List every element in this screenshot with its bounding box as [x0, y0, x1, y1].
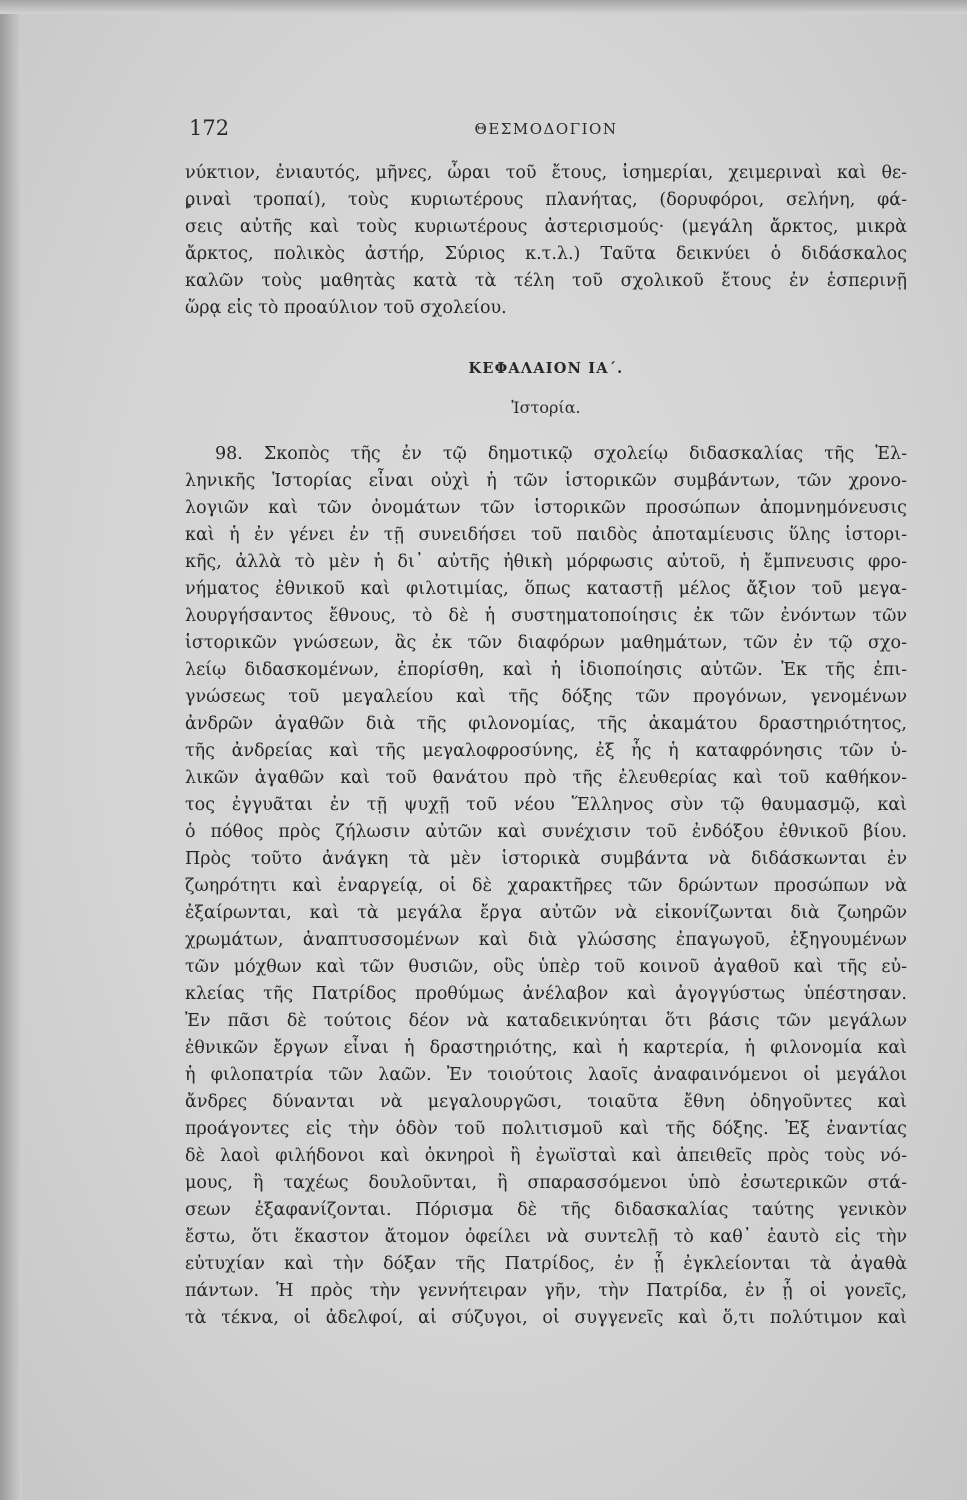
text-line: μους, ἢ ταχέως δουλοῦνται, ἢ σπαρασσόμενοι ὑπὸ ἐσωτερικῶν στά- [185, 1173, 907, 1193]
text-line: κλείας τῆς Πατρίδος προθύμως ἀνέλαβον καὶ ἀγογγύστως ὑπέστησαν. [185, 984, 907, 1004]
text-line: 98. Σκοπὸς τῆς ἐν τῷ δημοτικῷ σχολείῳ διδασκαλίας τῆς Ἑλ- [215, 444, 907, 464]
text-line: τῶν μόχθων καὶ τῶν θυσιῶν, οὓς ὑπὲρ τοῦ κοινοῦ ἀγαθοῦ καὶ τῆς εὐ- [185, 957, 907, 977]
text-line: Ἐν πᾶσι δὲ τούτοις δέον νὰ καταδεικνύηται ὅτι βάσις τῶν μεγάλων [185, 1011, 907, 1031]
running-title: ΘΕΣΜΟΔΟΓΙΟΝ [474, 120, 618, 138]
text-line: ὁ πόθος πρὸς ζήλωσιν αὐτῶν καὶ συνέχισιν τοῦ ἐνδόξου ἐθνικοῦ βίου. [185, 822, 907, 842]
text-line: ἄνδρες δύνανται νὰ μεγαλουργῶσι, τοιαῦτα ἔθνη ὁδηγοῦντες καὶ [185, 1092, 907, 1112]
text-line: γνώσεως τοῦ μεγαλείου καὶ τῆς δόξης τῶν προγόνων, γενομένων [185, 687, 907, 707]
text-line: ζωηρότητι καὶ ἐναργείᾳ, οἱ δὲ χαρακτῆρες τῶν δρώντων προσώπων νὰ [185, 876, 907, 896]
text-line: προάγοντες εἰς τὴν ὁδὸν τοῦ πολιτισμοῦ καὶ τῆς δόξης. Ἐξ ἐναντίας [185, 1119, 907, 1139]
section-98-paragraph [185, 441, 907, 1332]
text-line: εὐτυχίαν καὶ τὴν δόξαν τῆς Πατρίδος, ἐν ᾗ ἐγκλείονται τὰ ἀγαθὰ [185, 1254, 907, 1274]
text-line: τος ἐγγυᾶται ἐν τῇ ψυχῇ τοῦ νέου Ἕλληνος σὺν τῷ θαυμασμῷ, καὶ [185, 795, 907, 815]
text-line: τὰ τέκνα, οἱ ἀδελφοί, αἱ σύζυγοι, οἱ συγγενεῖς καὶ ὅ,τι πολύτιμον καὶ [185, 1308, 907, 1328]
text-line: σεις αὐτῆς καὶ τοὺς κυριωτέρους ἀστερισμούς· (μεγάλη ἄρκτος, μικρὰ [185, 217, 907, 237]
text-line: λείῳ διδασκομένων, ἐπορίσθη, καὶ ἡ ἰδιοποίησις αὐτῶν. Ἐκ τῆς ἐπι- [185, 660, 907, 680]
text-line: ὥρᾳ εἰς τὸ προαύλιον τοῦ σχολείου. [185, 298, 507, 318]
text-line: καὶ ἡ ἐν γένει ἐν τῇ συνειδήσει τοῦ παιδὸς ἀποταμίευσις ὕλης ἱστορι- [185, 525, 907, 545]
text-line: ἐθνικῶν ἔργων εἶναι ἡ δραστηριότης, καὶ ἡ καρτερία, ἡ φιλονομία καὶ [185, 1038, 907, 1058]
text-line: ἔστω, ὅτι ἕκαστον ἄτομον ὀφείλει νὰ συντελῇ τὸ καθ᾽ ἑαυτὸ εἰς τὴν [185, 1227, 907, 1247]
text-line: νύκτιον, ἐνιαυτός, μῆνες, ὧραι τοῦ ἔτους, ἰσημερίαι, χειμεριναὶ καὶ θε- [185, 163, 907, 183]
text-line: τῆς ἀνδρείας καὶ τῆς μεγαλοφροσύνης, ἐξ ἧς ἡ καταφρόνησις τῶν ὑ- [185, 741, 907, 761]
text-line: δὲ λαοὶ φιλήδονοι καὶ ὀκνηροὶ ἢ ἐγωϊσταὶ καὶ ἀπειθεῖς πρὸς τοὺς νό- [185, 1146, 907, 1166]
text-line: ἡ φιλοπατρία τῶν λαῶν. Ἐν τοιούτοις λαοῖς ἀναφαινόμενοι οἱ μεγάλοι [185, 1065, 907, 1085]
text-line: ληνικῆς Ἱστορίας εἶναι οὐχὶ ἡ τῶν ἱστορικῶν συμβάντων, τῶν χρονο- [185, 471, 907, 491]
running-header [185, 116, 907, 146]
text-line: χρωμάτων, ἀναπτυσσομένων καὶ διὰ γλώσσης ἐπαγωγοῦ, ἐξηγουμένων [185, 930, 907, 950]
text-line: καλῶν τοὺς μαθητὰς κατὰ τὰ τέλη τοῦ σχολικοῦ ἔτους ἐν ἑσπερινῇ [185, 271, 907, 291]
text-line: κῆς, ἀλλὰ τὸ μὲν ἡ δι᾽ αὐτῆς ἠθικὴ μόρφωσις αὐτοῦ, ἡ ἔμπνευσις φρο- [185, 552, 907, 572]
text-line: Πρὸς τοῦτο ἀνάγκη τὰ μὲν ἱστορικὰ συμβάντα νὰ διδάσκωνται ἐν [185, 849, 907, 869]
intro-paragraph [185, 160, 907, 322]
text-line: ἱστορικῶν γνώσεων, ἃς ἐκ τῶν διαφόρων μαθημάτων, τῶν ἐν τῷ σχο- [185, 633, 907, 653]
text-line: ἄρκτος, πολικὸς ἀστήρ, Σύριος κ.τ.λ.) Ταῦτα δεικνύει ὁ διδάσκαλος [185, 244, 907, 264]
page-shadow-left [0, 0, 22, 1500]
text-line: ἐξαίρωνται, καὶ τὰ μεγάλα ἔργα αὐτῶν νὰ εἰκονίζωνται διὰ ζωηρῶν [185, 903, 907, 923]
text-line: λουργήσαντος ἔθνους, τὸ δὲ ἡ συστηματοποίησις ἐκ τῶν ἐνόντων τῶν [185, 606, 907, 626]
text-line: λογιῶν καὶ τῶν ὀνομάτων τῶν ἱστορικῶν προσώπων ἀπομνημόνευσις [185, 498, 907, 518]
text-line: νήματος ἐθνικοῦ καὶ φιλοτιμίας, ὅπως καταστῇ μέλος ἄξιον τοῦ μεγα- [185, 579, 907, 599]
text-line: πάντων. Ἡ πρὸς τὴν γεννήτειραν γῆν, τὴν Πατρίδα, ἐν ᾗ οἱ γονεῖς, [185, 1281, 907, 1301]
page-shadow-top [0, 0, 967, 14]
text-line: ἀνδρῶν ἀγαθῶν διὰ τῆς φιλονομίας, τῆς ἀκαμάτου δραστηριότητος, [185, 714, 907, 734]
text-line: ριναὶ τροπαί), τοὺς κυριωτέρους πλανήτας, (δορυφόροι, σελήνη, φά- [185, 190, 907, 210]
chapter-subtitle: Ἱστορία. [511, 398, 581, 417]
page-number: 172 [189, 116, 230, 140]
text-line: σεων ἐξαφανίζονται. Πόρισμα δὲ τῆς διδασκαλίας ταύτης γενικὸν [185, 1200, 907, 1220]
chapter-heading: ΚΕΦΑΛΑΙΟΝ ΙΑ΄. [468, 360, 624, 377]
text-line: λικῶν ἀγαθῶν καὶ τοῦ θανάτου πρὸ τῆς ἐλευθερίας καὶ τοῦ καθήκον- [185, 768, 907, 788]
